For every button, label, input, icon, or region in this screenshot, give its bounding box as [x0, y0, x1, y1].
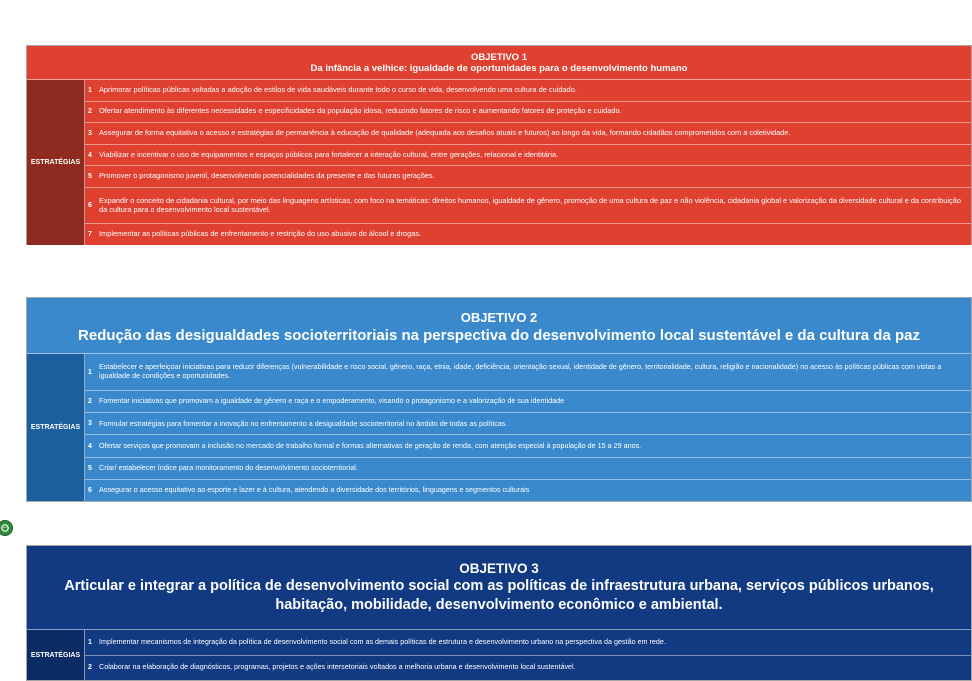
objective-2-title: Redução das desigualdades socioterritoriais na perspectiva do desenvolvimento local sustentável e da cultura da paz	[78, 327, 920, 344]
strategy-number: 6	[85, 188, 95, 223]
objective-1-header	[27, 46, 971, 80]
objective-3-panel	[26, 545, 972, 681]
objective-1-title: Da infância a velhice: igualdade de oportunidades para o desenvolvimento humano	[310, 63, 688, 74]
strategy-number: 5	[88, 464, 92, 472]
strategy-row	[85, 458, 971, 480]
strategy-row	[85, 435, 971, 457]
strategy-text: Assegurar o acesso equitativo ao esporte e lazer e à cultura, atendendo a diversidade dos territórios, linguagens e segmentos culturais	[99, 485, 530, 495]
strategy-row	[85, 80, 971, 102]
objective-1-panel	[26, 45, 972, 245]
strategy-number: 4	[85, 145, 95, 166]
objective-3-heading: OBJETIVO 3	[459, 561, 539, 576]
strategy-text: Fomentar iniciativas que promovam a igualdade de gênero e raça e o empoderamento, visando o protagonismo e a valorização de sua identidade	[99, 396, 565, 406]
strategy-number: 2	[88, 398, 92, 406]
objective-3-title: Articular e integrar a política de desenvolvimento social com as políticas de infraestrutura urbana, serviços públicos urbanos, habitação, mobilidade, desenvolvimento econômico e ambiental.	[64, 578, 934, 613]
strategy-row	[85, 166, 971, 188]
strategy-row	[85, 480, 971, 501]
strategy-row	[85, 354, 971, 391]
strategy-number: 2	[85, 102, 95, 123]
strategy-row	[85, 224, 971, 245]
objective-1-heading: OBJETIVO 1	[471, 52, 527, 63]
strategy-number: 3	[88, 420, 92, 428]
strategies-label: ESTRATÉGIAS	[27, 354, 85, 501]
strategy-number: 1	[88, 638, 92, 646]
strategy-number: 2	[88, 664, 92, 672]
strategy-row	[85, 123, 971, 145]
strategy-text: Implementar as políticas públicas de enfrentamento e restrição do uso abusivo do álcool e drogas.	[99, 229, 422, 239]
strategy-number: 7	[85, 224, 95, 245]
strategy-text: Ofertar atendimento às diferentes necessidades e especificidades da população idosa, reduzindo fatores de risco e aumentando fatores de proteção e cuidado.	[99, 106, 622, 116]
strategy-number: 5	[85, 166, 95, 187]
strategy-text: Colaborar na elaboração de diagnósticos, programas, projetos e ações intersetoriais voltados a melhoria urbana e desenvolvimento local sustentável.	[99, 662, 576, 672]
strategy-number: 4	[88, 442, 92, 450]
strategy-row	[85, 145, 971, 167]
strategy-text: Implementar mecanismos de integração da política de desenvolvimento social com as demais políticas de estrutura e desenvolvimento urbano na perspectiva da gestão em rede.	[99, 636, 666, 646]
strategy-text: Aprimorar políticas públicas voltadas a adoção de estilos de vida saudáveis durante todo o curso de vida, desenvolvendo uma cultura de cuidado.	[99, 84, 577, 94]
strategy-text: Ofertar serviços que promovam a inclusão no mercado de trabalho formal e formas alternativas de geração de renda, com atenção especial à população de 15 a 29 anos.	[99, 440, 642, 450]
objective-3-header	[27, 546, 971, 630]
strategy-text: Promover o protagonismo juvenil, desenvolvendo potencialidades da presente e das futuras gerações.	[99, 171, 435, 181]
strategy-number: 3	[85, 123, 95, 144]
strategy-text: Viabilizar e incentivar o uso de equipamentos e espaços públicos para fortalecer a interação cultural, entre gerações, relacional e identitária.	[99, 149, 559, 159]
strategy-number: 1	[88, 368, 92, 376]
strategy-text: Expandir o conceito de cidadania cultural, por meio das linguagens artísticas, com foco na temáticas: direitos humanos, igualdade de gênero, promoção de uma cultura de paz e não violência, cidadania global e valorização da diversidade cultural e da contribuição da cultura para o desenvolvimento local sustentável.	[99, 195, 961, 214]
strategy-text: Formular estratégias para fomentar a inovação no enfrentamento a desigualdade socioterritorial no âmbito de todas as políticas.	[99, 418, 508, 428]
objective-2-panel	[26, 297, 972, 502]
strategies-label: ESTRATÉGIAS	[27, 630, 85, 680]
strategy-number: 1	[85, 80, 95, 101]
chat-icon	[0, 523, 10, 533]
objective-2-heading: OBJETIVO 2	[460, 310, 538, 325]
strategy-row	[85, 391, 971, 413]
strategy-row	[85, 102, 971, 124]
strategy-row	[85, 656, 971, 681]
strategy-text: Criar/ estabelecer índice para monitoramento do desenvolvimento socioterritorial.	[99, 462, 358, 472]
assistant-widget-icon[interactable]	[0, 520, 13, 536]
strategies-label: ESTRATÉGIAS	[27, 80, 85, 245]
strategy-number: 6	[88, 486, 92, 494]
objective-2-header	[27, 298, 971, 354]
strategy-row	[85, 630, 971, 656]
strategy-text: Assegurar de forma equitativa o acesso e estratégias de permanência à educação de qualidade (adequada aos desafios atuais e futuros) ao longo da vida, formando cidadãos comprometidos com a coletividade.	[99, 128, 791, 138]
strategy-row	[85, 413, 971, 435]
strategy-row	[85, 188, 971, 224]
strategy-text: Estabelecer e aperfeiçoar iniciativas para reduzir diferenças (vulnerabilidade e risco social, gênero, raça, etnia, idade, deficiência, orientação sexual, identidade de gênero, territorialidade, cultura, religião e nacionalidade) no acesso às políticas públicas com vistas a igualdade de condições e oportunidades.	[99, 362, 942, 381]
